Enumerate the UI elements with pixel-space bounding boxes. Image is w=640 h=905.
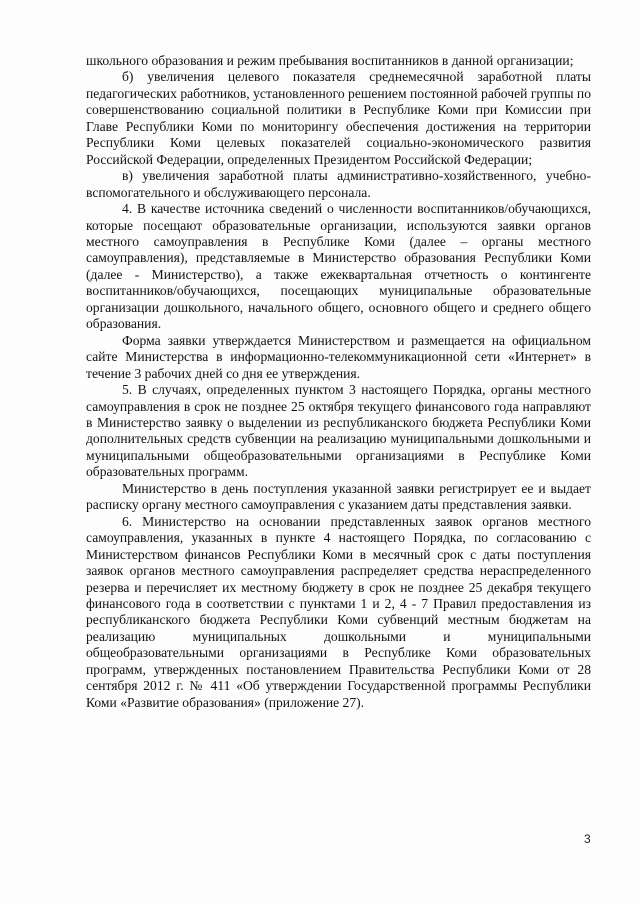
paragraph-registration: Министерство в день поступления указанной заявки регистрирует ее и выдает расписку органу местного самоуправления с указанием даты представления заявки.: [86, 480, 591, 513]
paragraph-clause-6: 6. Министерство на основании представленных заявок органов местного самоуправления, указанных в пункте 4 настоящего Порядка, по согласованию с Министерством финансов Республики Коми в месячный срок с даты поступления заявок органов местного самоуправления распределяет средства нераспределенного резерва и перечисляет их местному бюджету в срок не позднее 25 декабря текущего финансового года в соответствии с пунктами 1 и 2, 4 - 7 Правил предоставления из республиканского бюджета Республики Коми субвенций местным бюджетам на реализацию муниципальных дошкольными и муниципальными общеобразовательными организациями в Республике Коми образовательных программ, утвержденных постановлением Правительства Республики Коми от 28 сентября 2012 г. № 411 «Об утверждении Государственной программы Республики Коми «Развитие образования» (приложение 27).: [86, 513, 591, 710]
paragraph-continuation: школьного образования и режим пребывания воспитанников в данной организации;: [86, 53, 574, 68]
page-number: 3: [584, 832, 591, 846]
paragraph-item-v: в) увеличения заработной платы административно-хозяйственного, учебно-вспомогательного и обслуживающего персонала.: [86, 168, 591, 200]
paragraph-item-b: б) увеличения целевого показателя среднемесячной заработной платы педагогических работников, установленного решением постоянной рабочей группы по совершенствованию социальной политики в Республике Коми при Комиссии при Главе Республики Коми по мониторингу обеспечения достижения на территории Республики Коми целевых показателей социально-экономического развития Российской Федерации, определенных Президентом Российской Федерации;: [86, 69, 591, 167]
paragraph-clause-4: 4. В качестве источника сведений о численности воспитанников/обучающихся, которые посещают образовательные организации, используются заявки органов местного самоуправления в Республике Коми (далее – органы местного самоуправления), представляемые в Министерство образования Республики Коми (далее - Министерство), а также ежеквартальная отчетность о контингенте воспитанников/обучающихся, посещающих муниципальные образовательные организации дошкольного, начального общего, основного общего и среднего общего образования.: [86, 201, 591, 332]
paragraph-clause-5: 5. В случаях, определенных пунктом 3 настоящего Порядка, органы местного самоуправления в срок не позднее 25 октября текущего финансового года направляют в Министерство заявку о выделении из республиканского бюджета Республики Коми дополнительных средств субвенции на реализацию муниципальными дошкольными и муниципальными общеобразовательными организациями в Республике Коми образовательных программ.: [86, 382, 591, 480]
document-body: [86, 53, 591, 711]
paragraph-form-approval: Форма заявки утверждается Министерством и размещается на официальном сайте Министерства в информационно-телекоммуникационной сети «Интернет» в течение 3 рабочих дней со дня ее утверждения.: [86, 332, 591, 381]
